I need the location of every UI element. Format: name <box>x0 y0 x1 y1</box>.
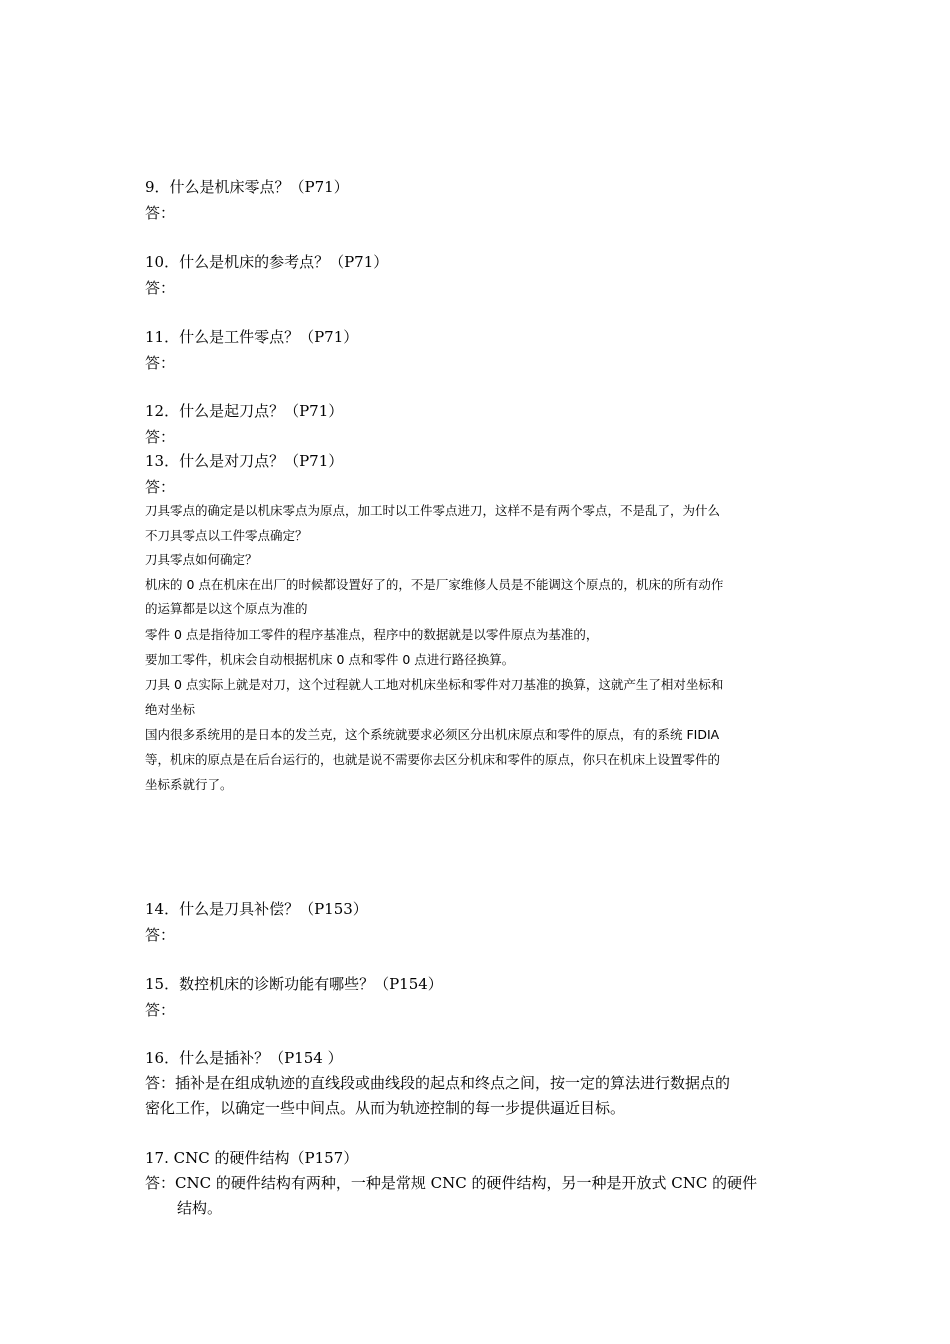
question-9-answer: 答： <box>145 204 176 222</box>
note-line: 绝对坐标 <box>145 702 196 717</box>
note-line: 机床的 0 点在机床在出厂的时候都设置好了的，不是厂家维修人员是不能调这个原点的，机床的所有动作 <box>145 577 724 592</box>
note-line: 等，机床的原点是在后台运行的，也就是说不需要你去区分机床和零件的原点，你只在机床上设置零件的 <box>145 752 721 767</box>
question-16-answer-line: 答：插补是在组成轨迹的直线段或曲线段的起点和终点之间，按一定的算法进行数据点的 <box>145 1074 731 1092</box>
question-17-title: 17. CNC 的硬件结构（P157） <box>145 1149 359 1167</box>
note-line: 不刀具零点以工件零点确定？ <box>145 528 308 543</box>
note-line: 坐标系就行了。 <box>145 777 233 792</box>
note-line: 刀具零点如何确定？ <box>145 552 258 567</box>
question-12-title: 12．什么是起刀点？（P71） <box>145 402 344 420</box>
question-15-answer: 答： <box>145 1001 176 1019</box>
question-10-answer: 答： <box>145 279 176 297</box>
question-11-answer: 答： <box>145 354 176 372</box>
note-line: 要加工零件，机床会自动根据机床 0 点和零件 0 点进行路径换算。 <box>145 652 515 667</box>
note-line: 的运算都是以这个原点为准的 <box>145 601 308 616</box>
question-16-answer-line: 密化工作，以确定一些中间点。从而为轨迹控制的每一步提供逼近目标。 <box>145 1099 626 1117</box>
note-line: 零件 0 点是指待加工零件的程序基准点，程序中的数据就是以零件原点为基准的， <box>145 627 599 642</box>
question-17-answer-line: 答：CNC 的硬件结构有两种，一种是常规 CNC 的硬件结构，另一种是开放式 CNC 的硬件 <box>145 1174 758 1192</box>
question-17-answer-line: 结构。 <box>177 1199 223 1217</box>
question-12-answer: 答： <box>145 428 176 446</box>
question-10-title: 10．什么是机床的参考点？（P71） <box>145 253 389 271</box>
question-16-title: 16．什么是插补？（P154 ） <box>145 1049 343 1067</box>
note-line: 国内很多系统用的是日本的发兰克，这个系统就要求必须区分出机床原点和零件的原点，有的系统 FIDIA <box>145 727 720 742</box>
question-14-answer: 答： <box>145 926 176 944</box>
note-line: 刀具 0 点实际上就是对刀，这个过程就人工地对机床坐标和零件对刀基准的换算，这就产生了相对坐标和 <box>145 677 724 692</box>
question-14-title: 14．什么是刀具补偿？（P153） <box>145 900 368 918</box>
question-15-title: 15．数控机床的诊断功能有哪些？（P154） <box>145 975 443 993</box>
question-11-title: 11．什么是工件零点？（P71） <box>145 328 359 346</box>
question-9-title: 9．什么是机床零点？（P71） <box>145 178 349 196</box>
note-line: 刀具零点的确定是以机床零点为原点，加工时以工件零点进刀，这样不是有两个零点，不是乱了，为什么 <box>145 503 721 518</box>
question-13-title: 13．什么是对刀点？（P71） <box>145 452 344 470</box>
question-13-answer: 答： <box>145 478 176 496</box>
